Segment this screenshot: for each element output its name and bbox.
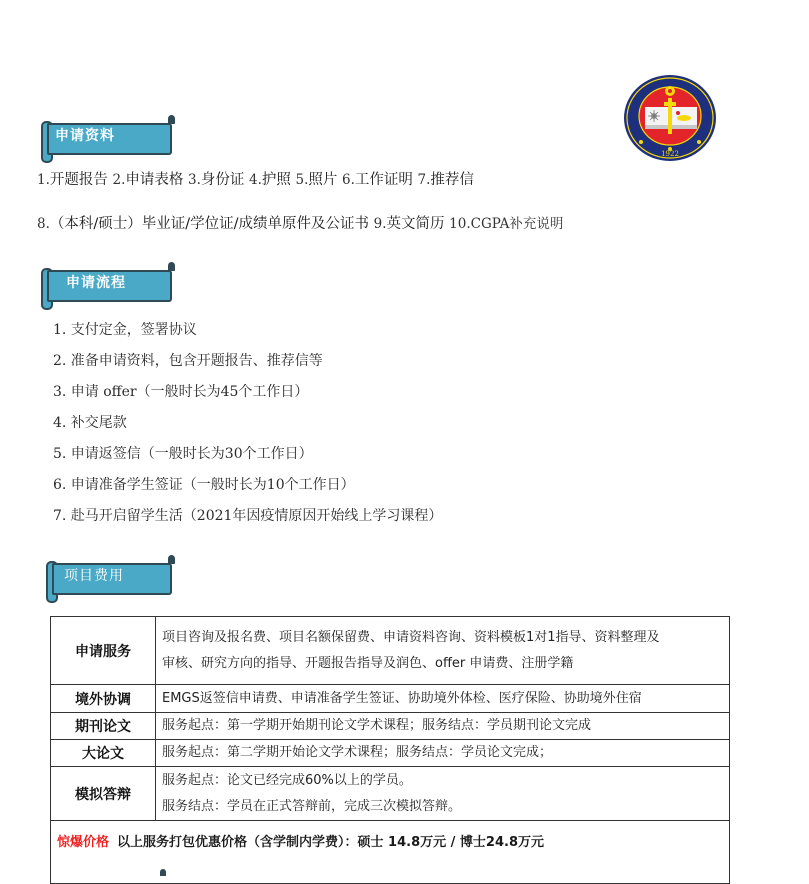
row-label: 期刊论文: [51, 713, 156, 740]
university-logo: [623, 74, 717, 162]
section-title: 项目费用: [64, 568, 124, 584]
section-banner-application-materials: [41, 119, 172, 155]
next-banner-roll-icon: [160, 869, 166, 876]
row-value: 服务起点：第二学期开始论文学术课程；服务结点：学员论文完成；: [156, 740, 730, 767]
price-text: 以上服务打包优惠价格（含学制内学费）：硕士 14.8万元 / 博士24.8万元: [117, 835, 544, 850]
price-row: [51, 821, 730, 884]
table-row: [51, 740, 730, 767]
row-value: EMGS返签信申请费、申请准备学生签证、协助境外体检、医疗保险、协助境外住宿: [156, 685, 730, 713]
row-label: 模拟答辩: [51, 767, 156, 821]
table-row: [51, 617, 730, 685]
process-step: 6. 申请准备学生签证（一般时长为10个工作日）: [53, 477, 355, 493]
row-label: 申请服务: [51, 617, 156, 685]
table-row: [51, 713, 730, 740]
table-row: [51, 685, 730, 713]
process-step: 2. 准备申请资料，包含开题报告、推荐信等: [53, 353, 323, 369]
fees-table: [50, 616, 730, 884]
row-value: 项目咨询及报名费、项目名额保留费、申请资料咨询、资料模板1对1指导、资料整理及 审核、研究方向的指导、开题报告指导及润色、offer 申请费、注册学籍: [156, 617, 730, 685]
process-steps-list: [53, 320, 442, 537]
svg-text:1922: 1922: [661, 150, 679, 158]
price-highlight: 惊爆价格: [57, 835, 110, 850]
process-step: 5. 申请返签信（一般时长为30个工作日）: [53, 446, 313, 462]
row-value: 服务起点：论文已经完成60%以上的学员。 服务结点：学员在正式答辩前，完成三次模拟答辩。: [156, 767, 730, 821]
row-label: 大论文: [51, 740, 156, 767]
process-step: 3. 申请 offer（一般时长为45个工作日）: [53, 384, 309, 400]
row-label: 境外协调: [51, 685, 156, 713]
process-step: 1. 支付定金，签署协议: [53, 322, 197, 338]
section-title: 申请流程: [66, 275, 126, 291]
table-row: [51, 767, 730, 821]
materials-line-1: 1.开题报告 2.申请表格 3.身份证 4.护照 5.照片 6.工作证明 7.推荐信: [37, 172, 474, 188]
process-step: 7. 赴马开启留学生活（2021年因疫情原因开始线上学习课程）: [53, 508, 443, 524]
section-banner-application-process: [41, 266, 172, 302]
section-title: 申请资料: [55, 128, 115, 144]
row-value: 服务起点：第一学期开始期刊论文学术课程；服务结点：学员期刊论文完成: [156, 713, 730, 740]
process-step: 4. 补交尾款: [53, 415, 127, 431]
materials-line-2: 8.（本科/硕士）毕业证/学位证/成绩单原件及公证书 9.英文简历 10.CGPA补充说明: [37, 216, 564, 232]
section-banner-program-fees: [46, 559, 172, 595]
